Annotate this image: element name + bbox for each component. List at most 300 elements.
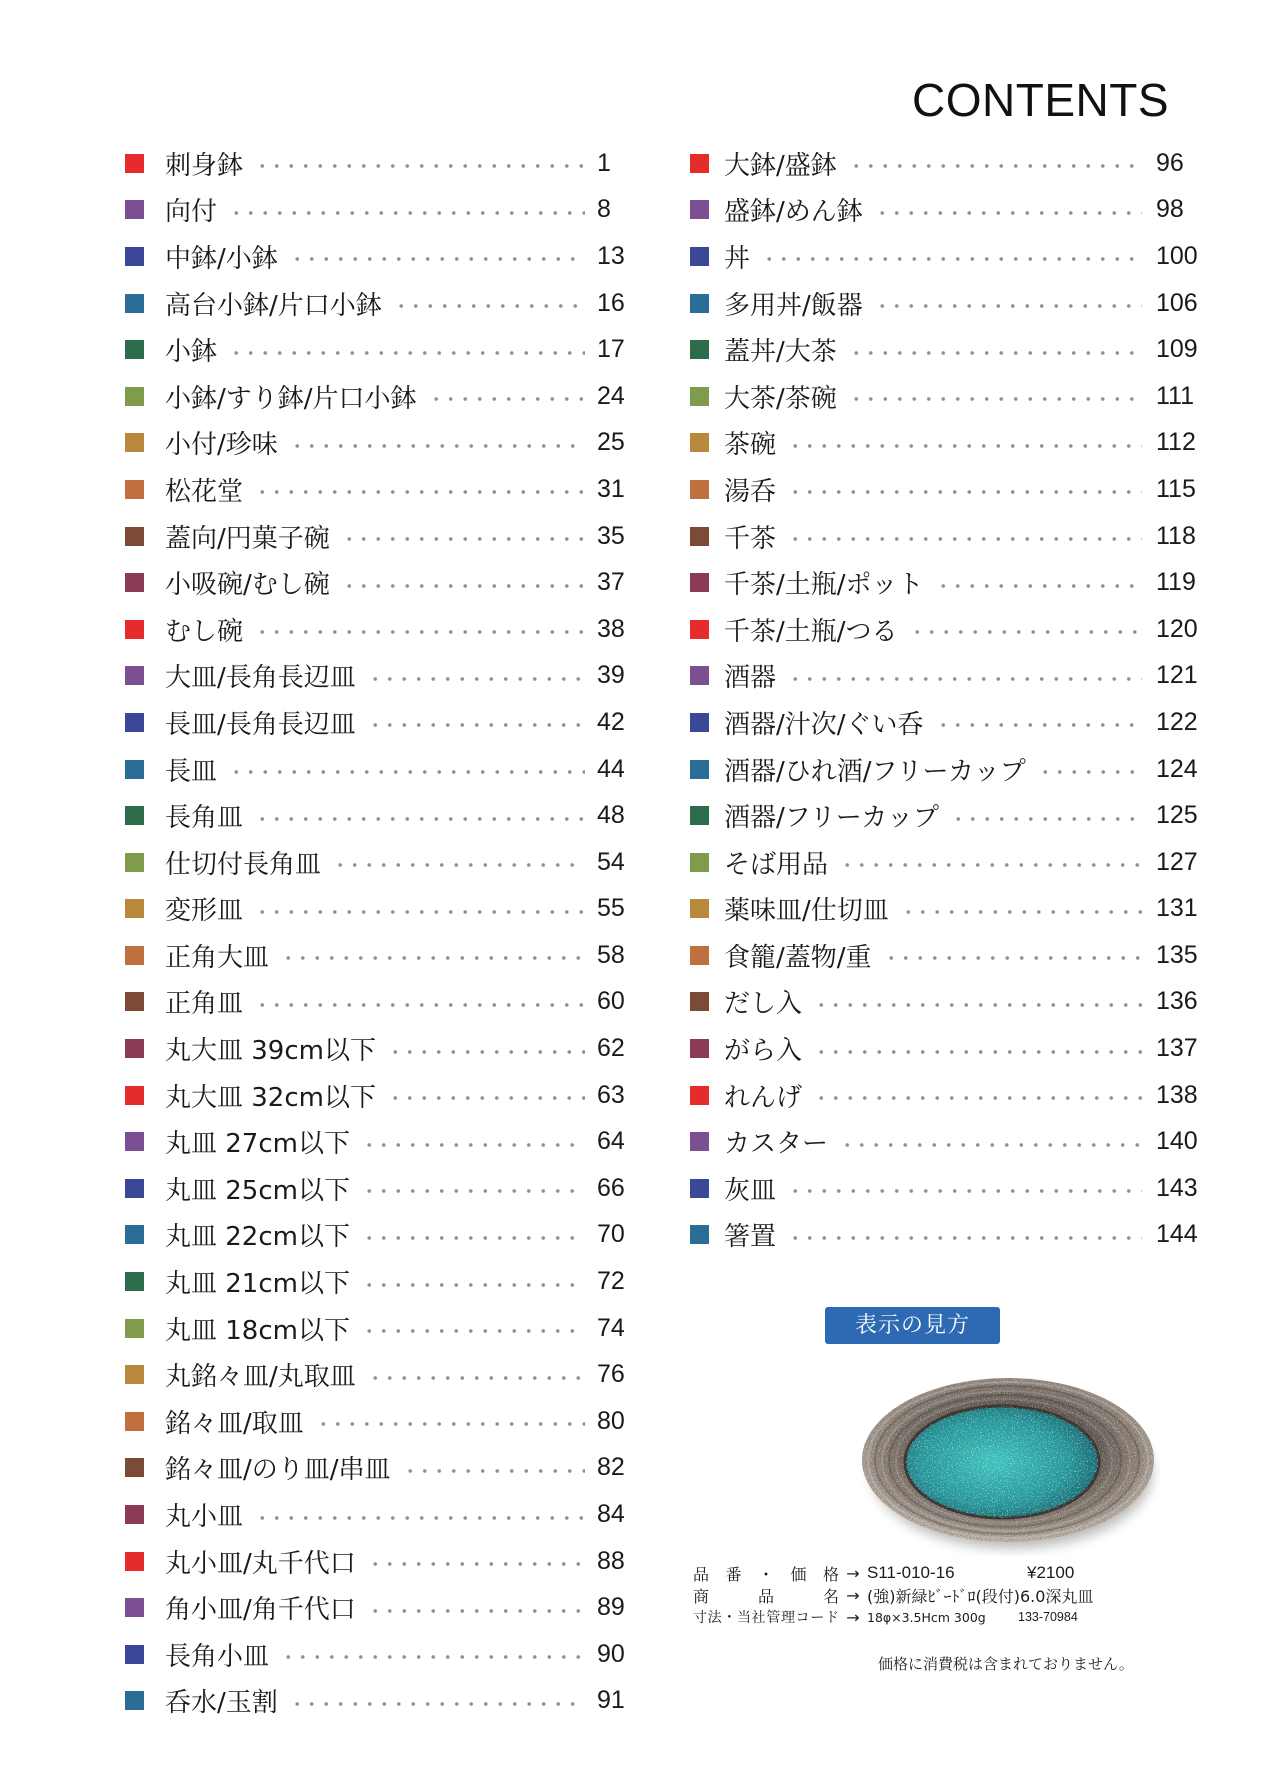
- color-marker-icon: [690, 1225, 709, 1244]
- dot-leader: [849, 163, 1142, 169]
- toc-entry: [125, 1072, 637, 1119]
- toc-entry: [125, 1025, 637, 1072]
- color-marker-icon: [690, 200, 709, 219]
- toc-entry-page-number: 109: [1156, 335, 1198, 364]
- toc-entry: [125, 746, 637, 793]
- toc-entry: [125, 792, 637, 839]
- toc-entry: [125, 839, 637, 886]
- toc-entry-label: がら入: [724, 1036, 803, 1067]
- color-marker-icon: [125, 713, 144, 732]
- color-marker-icon: [690, 527, 709, 546]
- color-marker-icon: [690, 620, 709, 639]
- toc-entry-page-number: 143: [1156, 1173, 1198, 1202]
- dot-leader: [840, 1142, 1142, 1148]
- product-price: ¥2100: [1027, 1563, 1075, 1582]
- toc-entry-page-number: 118: [1156, 521, 1196, 550]
- toc-entry-label: 丸皿 18cm以下: [165, 1315, 350, 1346]
- dot-leader: [281, 955, 585, 961]
- dot-leader: [229, 350, 585, 356]
- toc-entry-label: 薬味皿/仕切皿: [724, 896, 889, 927]
- dot-leader: [875, 210, 1142, 216]
- toc-entry: [125, 326, 637, 373]
- toc-entry-page-number: 54: [597, 847, 625, 876]
- color-marker-icon: [125, 1272, 144, 1291]
- toc-entry-page-number: 66: [597, 1173, 625, 1202]
- toc-entry-page-number: 131: [1156, 894, 1198, 923]
- dot-leader: [840, 862, 1142, 868]
- color-marker-icon: [125, 433, 144, 452]
- dot-leader: [229, 769, 585, 775]
- dot-leader: [342, 536, 585, 542]
- toc-entry-page-number: 35: [597, 521, 625, 550]
- toc-entry-label: 長角皿: [165, 803, 244, 834]
- color-marker-icon: [125, 1598, 144, 1617]
- toc-entry-label: 灰皿: [724, 1175, 777, 1206]
- color-marker-icon: [125, 1319, 144, 1338]
- toc-entry: [690, 606, 1205, 653]
- toc-entry-label: 食籠/蓋物/重: [724, 942, 872, 973]
- toc-entry-page-number: 42: [597, 707, 625, 736]
- toc-entry-label: 大鉢/盛鉢: [724, 150, 837, 181]
- toc-entry: [125, 1305, 637, 1352]
- plate-image: [856, 1370, 1160, 1556]
- toc-entry-page-number: 76: [597, 1360, 625, 1389]
- toc-entry: [690, 1212, 1205, 1259]
- color-marker-icon: [125, 760, 144, 779]
- toc-entry: [690, 513, 1205, 560]
- dot-leader: [849, 396, 1142, 402]
- toc-entry-label: 仕切付長角皿: [165, 849, 322, 880]
- dot-leader: [368, 1375, 585, 1381]
- toc-entry-label: 盛鉢/めん鉢: [724, 197, 863, 228]
- legend-line-product-code-price: [693, 1562, 1163, 1584]
- legend-label: 寸法・当社管理コード: [693, 1610, 839, 1626]
- dot-leader: [849, 350, 1142, 356]
- toc-entry-label: 丸皿 25cm以下: [165, 1175, 350, 1206]
- toc-entry-page-number: 74: [597, 1313, 625, 1342]
- toc-entry: [125, 233, 637, 280]
- color-marker-icon: [125, 1365, 144, 1384]
- dot-leader: [788, 489, 1142, 495]
- dot-leader: [788, 536, 1142, 542]
- dot-leader: [788, 443, 1142, 449]
- toc-entry-label: 刺身鉢: [165, 150, 244, 181]
- dot-leader: [255, 1515, 585, 1521]
- toc-entry-label: 小付/珍味: [165, 430, 278, 461]
- color-marker-icon: [125, 200, 144, 219]
- toc-entry-page-number: 112: [1156, 428, 1196, 457]
- color-marker-icon: [125, 1458, 144, 1477]
- toc-entry: [690, 653, 1205, 700]
- contents-left-column: [125, 140, 637, 1724]
- toc-entry-label: 呑水/玉割: [165, 1688, 278, 1719]
- color-marker-icon: [125, 480, 144, 499]
- toc-entry: [125, 1118, 637, 1165]
- toc-entry-page-number: 96: [1156, 148, 1184, 177]
- toc-entry-label: 丸銘々皿/丸取皿: [165, 1362, 356, 1393]
- dot-leader: [762, 256, 1142, 262]
- toc-entry-label: 丸大皿 32cm以下: [165, 1082, 376, 1113]
- toc-entry-label: 長皿: [165, 756, 218, 787]
- color-marker-icon: [125, 1086, 144, 1105]
- dot-leader: [362, 1328, 585, 1334]
- color-marker-icon: [690, 433, 709, 452]
- toc-entry: [690, 140, 1205, 187]
- toc-entry-label: 高台小鉢/片口小鉢: [165, 290, 382, 321]
- color-marker-icon: [125, 1179, 144, 1198]
- toc-entry: [125, 466, 637, 513]
- toc-entry-page-number: 37: [597, 568, 625, 597]
- toc-entry-page-number: 63: [597, 1080, 625, 1109]
- page-title: CONTENTS: [912, 74, 1169, 126]
- toc-entry-page-number: 135: [1156, 940, 1198, 969]
- toc-entry-label: 丸小皿/丸千代口: [165, 1548, 356, 1579]
- dot-leader: [951, 816, 1142, 822]
- dot-leader: [342, 583, 585, 589]
- toc-entry-label: だし入: [724, 989, 803, 1020]
- color-marker-icon: [690, 899, 709, 918]
- toc-entry-label: 中鉢/小鉢: [165, 243, 278, 274]
- dot-leader: [229, 210, 585, 216]
- dot-leader: [368, 722, 585, 728]
- color-marker-icon: [690, 573, 709, 592]
- toc-entry: [690, 559, 1205, 606]
- dot-leader: [814, 1002, 1142, 1008]
- arrow-right-icon: →: [846, 1585, 860, 1605]
- toc-entry-label: 正角皿: [165, 989, 244, 1020]
- toc-entry-page-number: 72: [597, 1267, 625, 1296]
- color-marker-icon: [125, 1645, 144, 1664]
- toc-entry-page-number: 60: [597, 987, 625, 1016]
- dot-leader: [368, 676, 585, 682]
- toc-entry-page-number: 125: [1156, 801, 1198, 830]
- color-marker-icon: [690, 946, 709, 965]
- color-marker-icon: [690, 853, 709, 872]
- toc-entry-page-number: 55: [597, 894, 625, 923]
- toc-entry-page-number: 70: [597, 1220, 625, 1249]
- toc-entry-page-number: 80: [597, 1406, 625, 1435]
- toc-entry-page-number: 100: [1156, 241, 1198, 270]
- toc-entry-label: 箸置: [724, 1222, 777, 1253]
- toc-entry-page-number: 122: [1156, 707, 1198, 736]
- toc-entry-label: 大皿/長角長辺皿: [165, 663, 356, 694]
- color-marker-icon: [125, 154, 144, 173]
- management-code: 133-70984: [1018, 1610, 1078, 1624]
- toc-entry-label: 銘々皿/のり皿/串皿: [165, 1455, 391, 1486]
- toc-entry-page-number: 90: [597, 1639, 625, 1668]
- toc-entry-page-number: 48: [597, 801, 625, 830]
- color-marker-icon: [125, 992, 144, 1011]
- dot-leader: [362, 1235, 585, 1241]
- color-marker-icon: [690, 992, 709, 1011]
- dot-leader: [290, 1701, 585, 1707]
- toc-entry: [125, 1538, 637, 1585]
- toc-entry-page-number: 138: [1156, 1080, 1198, 1109]
- color-marker-icon: [125, 527, 144, 546]
- legend-line-dimensions-code: [693, 1606, 1163, 1628]
- toc-entry: [690, 932, 1205, 979]
- toc-entry: [125, 1165, 637, 1212]
- toc-entry-page-number: 17: [597, 335, 625, 364]
- dot-leader: [362, 1142, 585, 1148]
- toc-entry-label: そば用品: [724, 849, 829, 880]
- toc-entry-label: 酒器/ひれ酒/フリーカップ: [724, 756, 1026, 787]
- dot-leader: [901, 909, 1142, 915]
- toc-entry-label: 千茶/土瓶/ポット: [724, 570, 924, 601]
- color-marker-icon: [125, 294, 144, 313]
- color-marker-icon: [125, 899, 144, 918]
- toc-entry: [125, 932, 637, 979]
- color-marker-icon: [125, 247, 144, 266]
- toc-entry-label: 蓋向/円菓子碗: [165, 523, 330, 554]
- toc-entry: [690, 1072, 1205, 1119]
- color-marker-icon: [690, 806, 709, 825]
- toc-entry: [125, 699, 637, 746]
- color-marker-icon: [690, 247, 709, 266]
- toc-entry-page-number: 115: [1156, 474, 1196, 503]
- dot-leader: [255, 909, 585, 915]
- product-name: (強)新緑ﾋﾞｰﾄﾞﾛ(段付)6.0深丸皿: [867, 1586, 1094, 1606]
- dot-leader: [368, 1561, 585, 1567]
- toc-entry: [125, 373, 637, 420]
- toc-entry-label: 千茶: [724, 523, 777, 554]
- toc-entry: [125, 1678, 637, 1725]
- toc-entry-label: 小鉢: [165, 337, 218, 368]
- toc-entry: [690, 1025, 1205, 1072]
- toc-entry-label: 酒器/フリーカップ: [724, 803, 939, 834]
- toc-entry-page-number: 120: [1156, 614, 1198, 643]
- toc-entry: [125, 187, 637, 234]
- toc-entry-label: 角小皿/角千代口: [165, 1595, 356, 1626]
- toc-entry-page-number: 16: [597, 288, 625, 317]
- contents-right-column: [690, 140, 1205, 1258]
- dot-leader: [788, 676, 1142, 682]
- toc-entry: [125, 979, 637, 1026]
- toc-entry-page-number: 1: [597, 148, 611, 177]
- dot-leader: [788, 1235, 1142, 1241]
- dot-leader: [362, 1188, 585, 1194]
- dot-leader: [316, 1421, 585, 1427]
- toc-entry: [690, 466, 1205, 513]
- color-marker-icon: [690, 1132, 709, 1151]
- color-marker-icon: [690, 340, 709, 359]
- arrow-right-icon: →: [846, 1607, 860, 1627]
- toc-entry-label: 正角大皿: [165, 942, 270, 973]
- color-marker-icon: [690, 713, 709, 732]
- toc-entry-label: 丼: [724, 243, 751, 274]
- tax-note: 価格に消費税は含まれておりません。: [878, 1655, 1134, 1673]
- toc-entry-label: 蓋丼/大茶: [724, 337, 837, 368]
- toc-entry-label: 小鉢/すり鉢/片口小鉢: [165, 383, 417, 414]
- toc-entry: [690, 1165, 1205, 1212]
- legend-label: 商品名: [693, 1586, 839, 1606]
- dot-leader: [1038, 769, 1142, 775]
- dot-leader: [910, 629, 1142, 635]
- dot-leader: [388, 1095, 585, 1101]
- dot-leader: [936, 583, 1142, 589]
- toc-entry-label: 丸大皿 39cm以下: [165, 1036, 376, 1067]
- toc-entry-label: カスター: [724, 1129, 829, 1160]
- dot-leader: [936, 722, 1142, 728]
- toc-entry-label: 長皿/長角長辺皿: [165, 709, 356, 740]
- toc-entry: [125, 886, 637, 933]
- color-marker-icon: [690, 154, 709, 173]
- color-marker-icon: [125, 1039, 144, 1058]
- color-marker-icon: [125, 806, 144, 825]
- color-marker-icon: [125, 573, 144, 592]
- toc-entry-page-number: 62: [597, 1034, 625, 1063]
- legend-label: 品番・価格: [693, 1564, 839, 1584]
- toc-entry-page-number: 106: [1156, 288, 1198, 317]
- toc-entry-page-number: 39: [597, 661, 625, 690]
- color-marker-icon: [125, 1132, 144, 1151]
- dot-leader: [333, 862, 585, 868]
- dot-leader: [255, 816, 585, 822]
- toc-entry-label: 酒器: [724, 663, 777, 694]
- toc-entry: [690, 979, 1205, 1026]
- toc-entry: [125, 1584, 637, 1631]
- toc-entry-label: 松花堂: [165, 476, 244, 507]
- color-marker-icon: [690, 760, 709, 779]
- toc-entry: [690, 746, 1205, 793]
- dot-leader: [788, 1188, 1142, 1194]
- color-marker-icon: [125, 620, 144, 639]
- toc-entry: [125, 140, 637, 187]
- dot-leader: [255, 1002, 585, 1008]
- toc-entry: [125, 1351, 637, 1398]
- toc-entry: [690, 233, 1205, 280]
- toc-entry-page-number: 31: [597, 474, 625, 503]
- color-marker-icon: [690, 666, 709, 685]
- color-marker-icon: [125, 946, 144, 965]
- toc-entry: [125, 280, 637, 327]
- toc-entry-page-number: 140: [1156, 1127, 1198, 1156]
- dot-leader: [255, 489, 585, 495]
- color-marker-icon: [125, 666, 144, 685]
- toc-entry-page-number: 24: [597, 381, 625, 410]
- color-marker-icon: [125, 1505, 144, 1524]
- dot-leader: [388, 1049, 585, 1055]
- dot-leader: [290, 443, 585, 449]
- dot-leader: [255, 163, 585, 169]
- toc-entry: [690, 792, 1205, 839]
- product-code: S11-010-16: [867, 1563, 955, 1582]
- toc-entry: [125, 559, 637, 606]
- toc-entry: [125, 1258, 637, 1305]
- toc-entry-page-number: 25: [597, 428, 625, 457]
- color-marker-icon: [690, 294, 709, 313]
- toc-entry-label: むし碗: [165, 616, 244, 647]
- toc-entry-label: 変形皿: [165, 896, 244, 927]
- toc-entry-page-number: 98: [1156, 195, 1184, 224]
- dot-leader: [394, 303, 585, 309]
- arrow-right-icon: →: [846, 1563, 860, 1583]
- color-marker-icon: [125, 853, 144, 872]
- color-marker-icon: [690, 1086, 709, 1105]
- color-marker-icon: [125, 340, 144, 359]
- toc-entry-label: 湯呑: [724, 476, 777, 507]
- toc-entry-page-number: 89: [597, 1593, 625, 1622]
- toc-entry-page-number: 111: [1156, 381, 1195, 410]
- dot-leader: [814, 1095, 1142, 1101]
- toc-entry-page-number: 88: [597, 1546, 625, 1575]
- toc-entry: [125, 1445, 637, 1492]
- legend-badge: 表示の見方: [825, 1307, 1000, 1344]
- toc-entry-label: れんげ: [724, 1082, 803, 1113]
- color-marker-icon: [690, 1039, 709, 1058]
- toc-entry-label: 千茶/土瓶/つる: [724, 616, 898, 647]
- dot-leader: [403, 1468, 585, 1474]
- toc-entry: [690, 420, 1205, 467]
- toc-entry-label: 丸皿 21cm以下: [165, 1269, 350, 1300]
- color-marker-icon: [125, 1552, 144, 1571]
- toc-entry-page-number: 91: [597, 1686, 625, 1715]
- toc-entry-page-number: 8: [597, 195, 611, 224]
- dot-leader: [429, 396, 585, 402]
- dot-leader: [814, 1049, 1142, 1055]
- color-marker-icon: [690, 1179, 709, 1198]
- toc-entry: [690, 326, 1205, 373]
- toc-entry-page-number: 38: [597, 614, 625, 643]
- product-dimensions: 18φ×3.5Hcm 300g: [867, 1609, 986, 1625]
- toc-entry-page-number: 137: [1156, 1034, 1198, 1063]
- toc-entry-label: 多用丼/飯器: [724, 290, 863, 321]
- toc-entry: [690, 187, 1205, 234]
- toc-entry-page-number: 64: [597, 1127, 625, 1156]
- toc-entry-label: 丸皿 22cm以下: [165, 1222, 350, 1253]
- legend-line-product-name: [693, 1584, 1163, 1606]
- toc-entry-page-number: 136: [1156, 987, 1198, 1016]
- dot-leader: [884, 955, 1142, 961]
- toc-entry-page-number: 121: [1156, 661, 1198, 690]
- toc-entry-label: 丸小皿: [165, 1502, 244, 1533]
- toc-entry-label: 銘々皿/取皿: [165, 1408, 304, 1439]
- toc-entry-label: 茶碗: [724, 430, 777, 461]
- color-marker-icon: [125, 387, 144, 406]
- toc-entry-page-number: 84: [597, 1500, 625, 1529]
- toc-entry-page-number: 13: [597, 241, 625, 270]
- dot-leader: [255, 629, 585, 635]
- toc-entry-page-number: 127: [1156, 847, 1198, 876]
- toc-entry-page-number: 124: [1156, 754, 1198, 783]
- toc-entry-label: 酒器/汁次/ぐい呑: [724, 709, 924, 740]
- toc-entry: [690, 373, 1205, 420]
- toc-entry-page-number: 44: [597, 754, 625, 783]
- dot-leader: [281, 1654, 585, 1660]
- toc-entry: [125, 420, 637, 467]
- toc-entry: [125, 1398, 637, 1445]
- toc-entry: [125, 653, 637, 700]
- dot-leader: [875, 303, 1142, 309]
- toc-entry: [690, 699, 1205, 746]
- toc-entry: [125, 513, 637, 560]
- toc-entry: [125, 606, 637, 653]
- toc-entry-page-number: 82: [597, 1453, 625, 1482]
- toc-entry: [125, 1631, 637, 1678]
- color-marker-icon: [125, 1691, 144, 1710]
- color-marker-icon: [690, 480, 709, 499]
- toc-entry-label: 長角小皿: [165, 1641, 270, 1672]
- dot-leader: [290, 256, 585, 262]
- dot-leader: [362, 1282, 585, 1288]
- dot-leader: [368, 1608, 585, 1614]
- toc-entry-page-number: 58: [597, 940, 625, 969]
- color-marker-icon: [125, 1225, 144, 1244]
- toc-entry: [690, 1118, 1205, 1165]
- toc-entry-label: 小吸碗/むし碗: [165, 570, 330, 601]
- color-marker-icon: [690, 387, 709, 406]
- toc-entry: [690, 839, 1205, 886]
